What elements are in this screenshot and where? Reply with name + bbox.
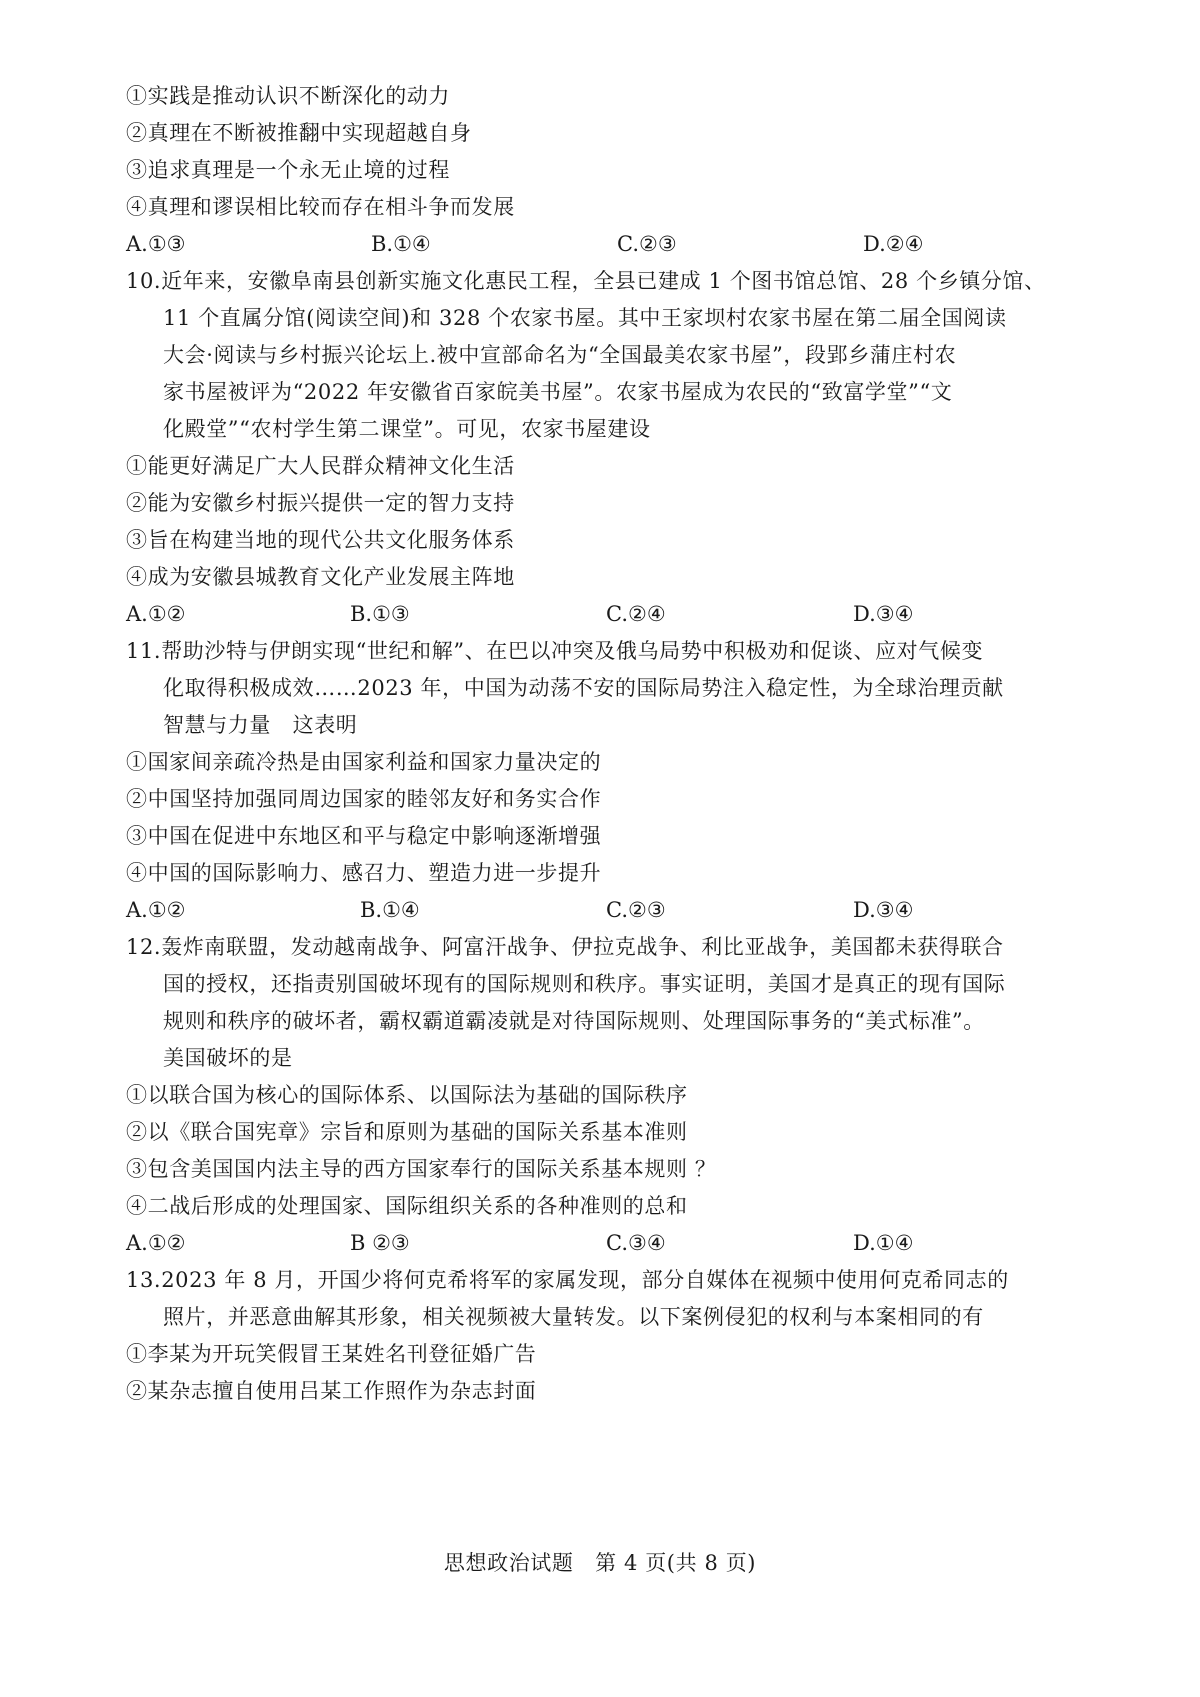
q11-stem-line-2: 化取得积极成效……2023 年，中国为动荡不安的国际局势注入稳定性，为全球治理贡献 — [163, 676, 1004, 700]
q12-stem-line-4: 美国破坏的是 — [163, 1046, 293, 1070]
q9-choice-c: C.②③ — [617, 232, 677, 256]
q11-choice-a: A.①② — [126, 898, 186, 922]
q10-stem-line-4: 家书屋被评为“2022 年安徽省百家皖美书屋”。农家书屋成为农民的“致富学堂”“文 — [163, 380, 953, 404]
q12-option-1: ①以联合国为核心的国际体系、以国际法为基础的国际秩序 — [126, 1083, 688, 1107]
q12-choice-b: B ②③ — [350, 1231, 410, 1255]
q10-choice-c: C.②④ — [606, 602, 666, 626]
q12-choice-c: C.③④ — [606, 1231, 666, 1255]
q10-option-4: ④成为安徽县城教育文化产业发展主阵地 — [126, 565, 515, 589]
q10-stem-line-1: 10.近年来，安徽阜南县创新实施文化惠民工程，全县已建成 1 个图书馆总馆、28 个乡镇分馆、 — [126, 269, 1046, 293]
q12-stem-line-2: 国的授权，还指责别国破坏现有的国际规则和秩序。事实证明，美国才是真正的现有国际 — [163, 972, 1006, 996]
q12-option-4: ④二战后形成的处理国家、国际组织关系的各种准则的总和 — [126, 1194, 688, 1218]
q12-option-2: ②以《联合国宪章》宗旨和原则为基础的国际关系基本准则 — [126, 1120, 688, 1144]
q11-choice-c: C.②③ — [606, 898, 666, 922]
page-footer: 思想政治试题 第 4 页(共 8 页) — [443, 1551, 757, 1575]
q11-option-4: ④中国的国际影响力、感召力、塑造力进一步提升 — [126, 861, 602, 885]
q10-choice-b: B.①③ — [350, 602, 410, 626]
q12-choice-a: A.①② — [126, 1231, 186, 1255]
q12-stem-line-1: 12.轰炸南联盟，发动越南战争、阿富汗战争、伊拉克战争、利比亚战争，美国都未获得联合 — [126, 935, 1004, 959]
q11-option-3: ③中国在促进中东地区和平与稳定中影响逐渐增强 — [126, 824, 602, 848]
q10-stem-line-5: 化殿堂”“农村学生第二课堂”。可见，农家书屋建设 — [163, 417, 651, 441]
q11-option-2: ②中国坚持加强同周边国家的睦邻友好和务实合作 — [126, 787, 602, 811]
q13-stem-line-2: 照片，并恶意曲解其形象，相关视频被大量转发。以下案例侵犯的权利与本案相同的有 — [163, 1305, 984, 1329]
q11-choice-b: B.①④ — [360, 898, 420, 922]
q9-option-4: ④真理和谬误相比较而存在相斗争而发展 — [126, 195, 515, 219]
q10-stem-line-2: 11 个直属分馆(阅读空间)和 328 个农家书屋。其中王家坝村农家书屋在第二届全国阅读 — [163, 306, 1007, 330]
q10-option-1: ①能更好满足广大人民群众精神文化生活 — [126, 454, 515, 478]
q10-option-3: ③旨在构建当地的现代公共文化服务体系 — [126, 528, 515, 552]
q9-option-3: ③追求真理是一个永无止境的过程 — [126, 158, 450, 182]
q11-stem-line-1: 11.帮助沙特与伊朗实现“世纪和解”、在巴以冲突及俄乌局势中积极劝和促谈、应对气候变 — [126, 639, 984, 663]
q12-option-3: ③包含美国国内法主导的西方国家奉行的国际关系基本规则 ？ — [126, 1157, 717, 1181]
q9-choice-d: D.②④ — [863, 232, 924, 256]
q11-option-1: ①国家间亲疏冷热是由国家利益和国家力量决定的 — [126, 750, 602, 774]
q13-stem-line-1: 13.2023 年 8 月，开国少将何克希将军的家属发现，部分自媒体在视频中使用何克希同志的 — [126, 1268, 1009, 1292]
q10-choice-a: A.①② — [126, 602, 186, 626]
q11-stem-line-3: 智慧与力量 这表明 — [163, 713, 358, 737]
q9-option-1: ①实践是推动认识不断深化的动力 — [126, 84, 450, 108]
q12-choice-d: D.①④ — [853, 1231, 914, 1255]
q9-choice-b: B.①④ — [371, 232, 431, 256]
q9-choice-a: A.①③ — [126, 232, 186, 256]
q10-option-2: ②能为安徽乡村振兴提供一定的智力支持 — [126, 491, 515, 515]
q10-stem-line-3: 大会·阅读与乡村振兴论坛上.被中宣部命名为“全国最美农家书屋”，段郢乡蒲庄村农 — [163, 343, 957, 367]
q13-option-1: ①李某为开玩笑假冒王某姓名刊登征婚广告 — [126, 1342, 537, 1366]
q13-option-2: ②某杂志擅自使用吕某工作照作为杂志封面 — [126, 1379, 537, 1403]
q9-option-2: ②真理在不断被推翻中实现超越自身 — [126, 121, 472, 145]
q10-choice-d: D.③④ — [853, 602, 914, 626]
q12-stem-line-3: 规则和秩序的破坏者，霸权霸道霸凌就是对待国际规则、处理国际事务的“美式标准”。 — [163, 1009, 985, 1033]
q11-choice-d: D.③④ — [853, 898, 914, 922]
